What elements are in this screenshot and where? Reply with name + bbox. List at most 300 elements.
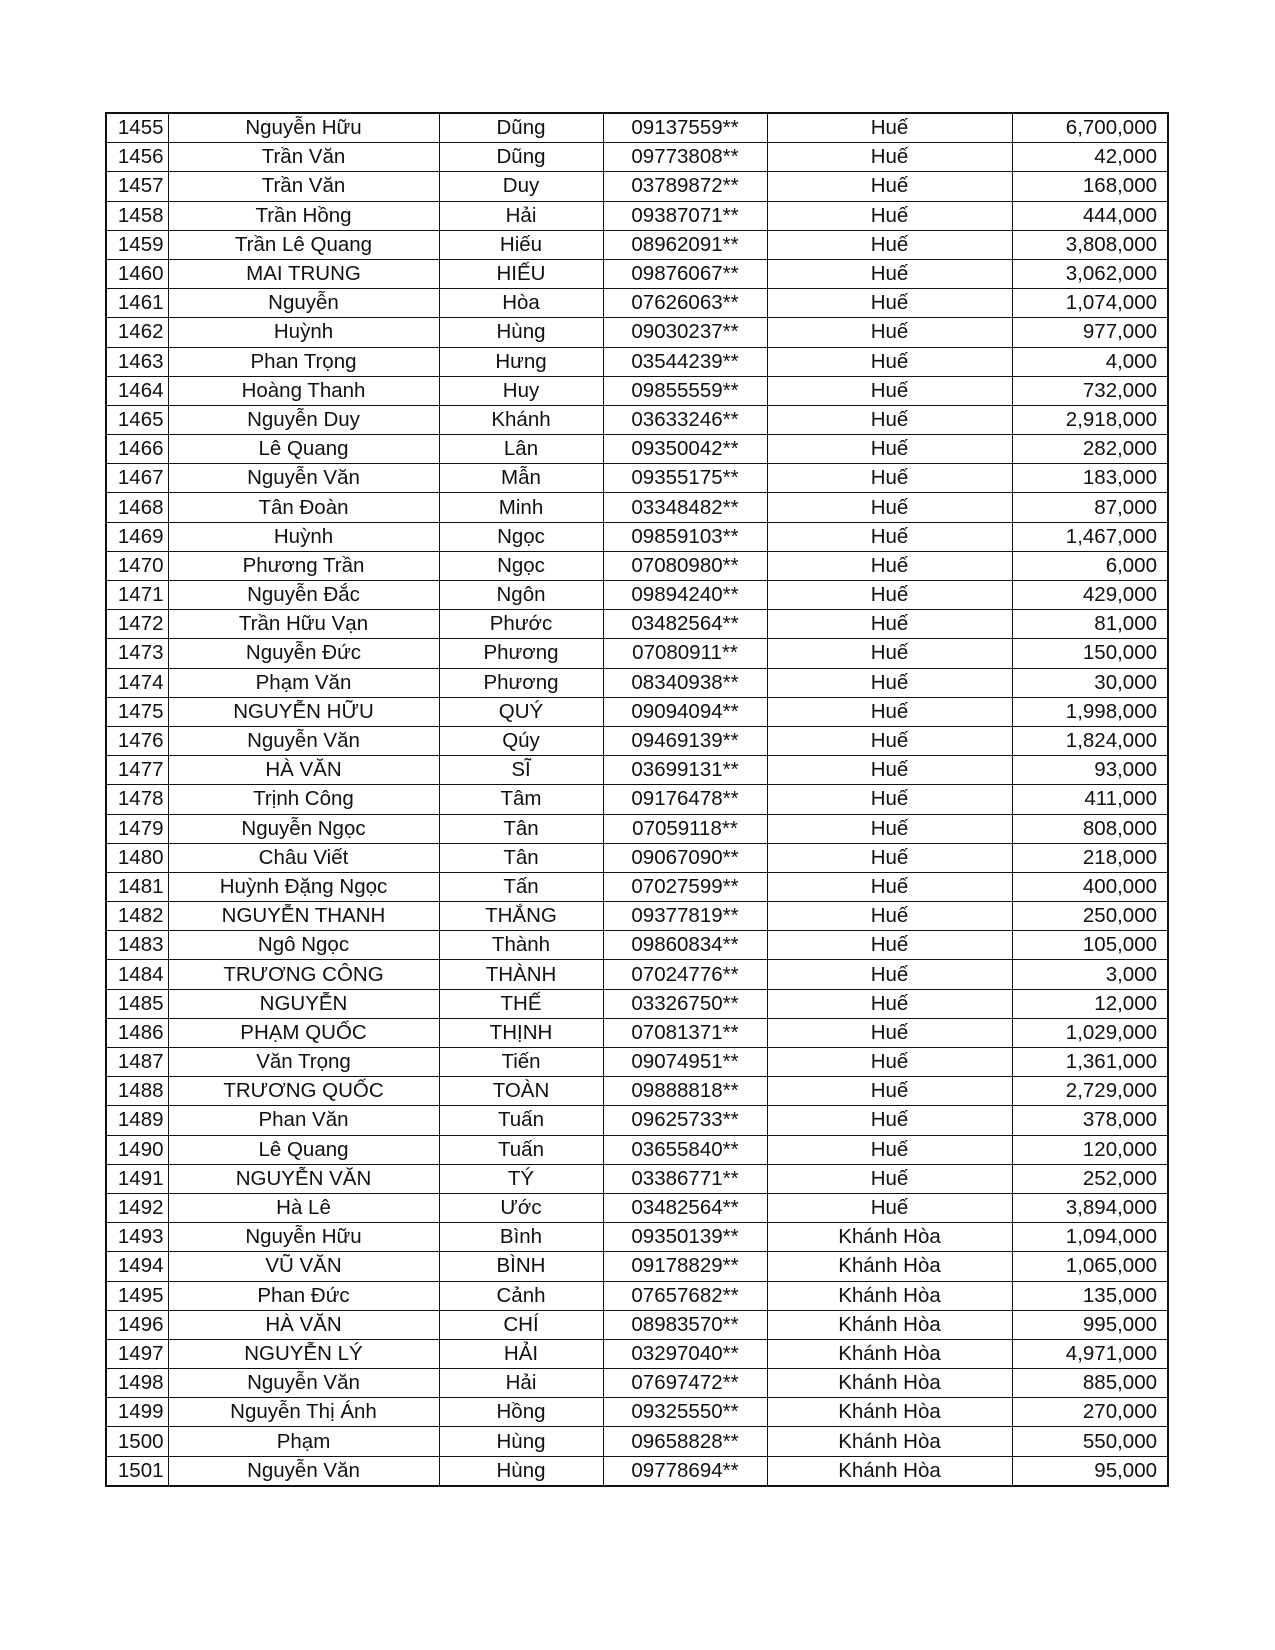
- province-cell: Huế: [767, 1106, 1012, 1135]
- row-number: 1459: [106, 230, 168, 259]
- province-cell: Huế: [767, 1193, 1012, 1222]
- province-cell: Huế: [767, 989, 1012, 1018]
- row-number: 1500: [106, 1427, 168, 1456]
- province-cell: Huế: [767, 435, 1012, 464]
- row-number: 1484: [106, 960, 168, 989]
- given-name-cell: Hồng: [439, 1398, 603, 1427]
- amount-cell: 977,000: [1012, 318, 1168, 347]
- phone-cell: 09176478**: [603, 785, 767, 814]
- table-row: [106, 1456, 1168, 1486]
- phone-cell: 09030237**: [603, 318, 767, 347]
- table-row: [106, 1281, 1168, 1310]
- given-name-cell: Hùng: [439, 1427, 603, 1456]
- province-cell: Khánh Hòa: [767, 1456, 1012, 1486]
- family-name-cell: TRƯƠNG QUỐC: [168, 1077, 439, 1106]
- given-name-cell: Tân: [439, 843, 603, 872]
- table-row: [106, 610, 1168, 639]
- given-name-cell: Ngôn: [439, 581, 603, 610]
- amount-cell: 1,467,000: [1012, 522, 1168, 551]
- table-row: [106, 1223, 1168, 1252]
- row-number: 1487: [106, 1048, 168, 1077]
- table-row: [106, 1077, 1168, 1106]
- province-cell: Huế: [767, 143, 1012, 172]
- given-name-cell: THÀNH: [439, 960, 603, 989]
- row-number: 1470: [106, 551, 168, 580]
- province-cell: Huế: [767, 756, 1012, 785]
- amount-cell: 4,971,000: [1012, 1339, 1168, 1368]
- province-cell: Huế: [767, 113, 1012, 143]
- amount-cell: 282,000: [1012, 435, 1168, 464]
- province-cell: Huế: [767, 347, 1012, 376]
- amount-cell: 6,700,000: [1012, 113, 1168, 143]
- amount-cell: 1,824,000: [1012, 726, 1168, 755]
- amount-cell: 270,000: [1012, 1398, 1168, 1427]
- row-number: 1469: [106, 522, 168, 551]
- phone-cell: 08340938**: [603, 668, 767, 697]
- family-name-cell: Nguyễn: [168, 289, 439, 318]
- table-row: [106, 581, 1168, 610]
- table-row: [106, 289, 1168, 318]
- province-cell: Khánh Hòa: [767, 1398, 1012, 1427]
- table-row: [106, 464, 1168, 493]
- phone-cell: 09350139**: [603, 1223, 767, 1252]
- data-table: [105, 112, 1169, 1487]
- given-name-cell: HIẾU: [439, 259, 603, 288]
- phone-cell: 09094094**: [603, 697, 767, 726]
- family-name-cell: Nguyễn Ngọc: [168, 814, 439, 843]
- province-cell: Huế: [767, 668, 1012, 697]
- table-row: [106, 785, 1168, 814]
- province-cell: Huế: [767, 1135, 1012, 1164]
- given-name-cell: Ngọc: [439, 551, 603, 580]
- province-cell: Huế: [767, 376, 1012, 405]
- province-cell: Khánh Hòa: [767, 1252, 1012, 1281]
- table-row: [106, 1048, 1168, 1077]
- row-number: 1456: [106, 143, 168, 172]
- family-name-cell: NGUYỄN VĂN: [168, 1164, 439, 1193]
- row-number: 1455: [106, 113, 168, 143]
- given-name-cell: Phước: [439, 610, 603, 639]
- given-name-cell: CHÍ: [439, 1310, 603, 1339]
- table-row: [106, 1193, 1168, 1222]
- row-number: 1492: [106, 1193, 168, 1222]
- phone-cell: 09067090**: [603, 843, 767, 872]
- amount-cell: 105,000: [1012, 931, 1168, 960]
- given-name-cell: THẾ: [439, 989, 603, 1018]
- amount-cell: 12,000: [1012, 989, 1168, 1018]
- table-row: [106, 259, 1168, 288]
- given-name-cell: Phương: [439, 668, 603, 697]
- family-name-cell: Trần Văn: [168, 172, 439, 201]
- amount-cell: 3,894,000: [1012, 1193, 1168, 1222]
- phone-cell: 09074951**: [603, 1048, 767, 1077]
- phone-cell: 09350042**: [603, 435, 767, 464]
- table-row: [106, 522, 1168, 551]
- province-cell: Huế: [767, 697, 1012, 726]
- given-name-cell: Hùng: [439, 1456, 603, 1486]
- given-name-cell: THẮNG: [439, 902, 603, 931]
- family-name-cell: Nguyễn Đức: [168, 639, 439, 668]
- row-number: 1496: [106, 1310, 168, 1339]
- phone-cell: 09377819**: [603, 902, 767, 931]
- amount-cell: 1,065,000: [1012, 1252, 1168, 1281]
- phone-cell: 03633246**: [603, 405, 767, 434]
- given-name-cell: Hưng: [439, 347, 603, 376]
- family-name-cell: Huỳnh: [168, 318, 439, 347]
- table-row: [106, 668, 1168, 697]
- given-name-cell: BÌNH: [439, 1252, 603, 1281]
- table-row: [106, 405, 1168, 434]
- phone-cell: 08983570**: [603, 1310, 767, 1339]
- phone-cell: 09325550**: [603, 1398, 767, 1427]
- family-name-cell: Tân Đoàn: [168, 493, 439, 522]
- given-name-cell: Mẫn: [439, 464, 603, 493]
- row-number: 1475: [106, 697, 168, 726]
- family-name-cell: Nguyễn Hữu: [168, 1223, 439, 1252]
- family-name-cell: Phương Trần: [168, 551, 439, 580]
- province-cell: Huế: [767, 726, 1012, 755]
- table-row: [106, 1106, 1168, 1135]
- family-name-cell: NGUYỄN LÝ: [168, 1339, 439, 1368]
- amount-cell: 1,094,000: [1012, 1223, 1168, 1252]
- row-number: 1490: [106, 1135, 168, 1164]
- amount-cell: 1,029,000: [1012, 1018, 1168, 1047]
- row-number: 1458: [106, 201, 168, 230]
- province-cell: Khánh Hòa: [767, 1223, 1012, 1252]
- given-name-cell: Tiến: [439, 1048, 603, 1077]
- amount-cell: 42,000: [1012, 143, 1168, 172]
- amount-cell: 429,000: [1012, 581, 1168, 610]
- table-row: [106, 201, 1168, 230]
- given-name-cell: Tuấn: [439, 1106, 603, 1135]
- table-row: [106, 551, 1168, 580]
- row-number: 1467: [106, 464, 168, 493]
- family-name-cell: Lê Quang: [168, 1135, 439, 1164]
- family-name-cell: HÀ VĂN: [168, 1310, 439, 1339]
- phone-cell: 09773808**: [603, 143, 767, 172]
- amount-cell: 93,000: [1012, 756, 1168, 785]
- phone-cell: 09888818**: [603, 1077, 767, 1106]
- row-number: 1491: [106, 1164, 168, 1193]
- family-name-cell: Nguyễn Văn: [168, 726, 439, 755]
- province-cell: Huế: [767, 843, 1012, 872]
- family-name-cell: Trần Văn: [168, 143, 439, 172]
- row-number: 1501: [106, 1456, 168, 1486]
- amount-cell: 120,000: [1012, 1135, 1168, 1164]
- province-cell: Huế: [767, 230, 1012, 259]
- amount-cell: 95,000: [1012, 1456, 1168, 1486]
- row-number: 1488: [106, 1077, 168, 1106]
- family-name-cell: Ngô Ngọc: [168, 931, 439, 960]
- table-row: [106, 113, 1168, 143]
- row-number: 1494: [106, 1252, 168, 1281]
- table-row: [106, 1164, 1168, 1193]
- given-name-cell: Duy: [439, 172, 603, 201]
- province-cell: Huế: [767, 581, 1012, 610]
- province-cell: Huế: [767, 902, 1012, 931]
- phone-cell: 07080911**: [603, 639, 767, 668]
- province-cell: Huế: [767, 201, 1012, 230]
- phone-cell: 03482564**: [603, 1193, 767, 1222]
- given-name-cell: QUÝ: [439, 697, 603, 726]
- amount-cell: 1,361,000: [1012, 1048, 1168, 1077]
- row-number: 1489: [106, 1106, 168, 1135]
- given-name-cell: Thành: [439, 931, 603, 960]
- province-cell: Huế: [767, 405, 1012, 434]
- table-row: [106, 1135, 1168, 1164]
- amount-cell: 87,000: [1012, 493, 1168, 522]
- province-cell: Huế: [767, 872, 1012, 901]
- phone-cell: 09894240**: [603, 581, 767, 610]
- table-row: [106, 756, 1168, 785]
- amount-cell: 4,000: [1012, 347, 1168, 376]
- phone-cell: 09860834**: [603, 931, 767, 960]
- province-cell: Khánh Hòa: [767, 1369, 1012, 1398]
- family-name-cell: Châu Viết: [168, 843, 439, 872]
- phone-cell: 09387071**: [603, 201, 767, 230]
- province-cell: Huế: [767, 259, 1012, 288]
- phone-cell: 03326750**: [603, 989, 767, 1018]
- province-cell: Huế: [767, 1164, 1012, 1193]
- given-name-cell: Khánh: [439, 405, 603, 434]
- family-name-cell: Phan Trọng: [168, 347, 439, 376]
- row-number: 1463: [106, 347, 168, 376]
- province-cell: Khánh Hòa: [767, 1339, 1012, 1368]
- table-row: [106, 872, 1168, 901]
- province-cell: Huế: [767, 785, 1012, 814]
- phone-cell: 09355175**: [603, 464, 767, 493]
- phone-cell: 09859103**: [603, 522, 767, 551]
- phone-cell: 09625733**: [603, 1106, 767, 1135]
- row-number: 1478: [106, 785, 168, 814]
- phone-cell: 07080980**: [603, 551, 767, 580]
- family-name-cell: Nguyễn Đắc: [168, 581, 439, 610]
- family-name-cell: Nguyễn Duy: [168, 405, 439, 434]
- amount-cell: 150,000: [1012, 639, 1168, 668]
- given-name-cell: Tân: [439, 814, 603, 843]
- row-number: 1486: [106, 1018, 168, 1047]
- phone-cell: 07027599**: [603, 872, 767, 901]
- table-row: [106, 1369, 1168, 1398]
- amount-cell: 81,000: [1012, 610, 1168, 639]
- row-number: 1495: [106, 1281, 168, 1310]
- phone-cell: 03655840**: [603, 1135, 767, 1164]
- row-number: 1497: [106, 1339, 168, 1368]
- amount-cell: 2,918,000: [1012, 405, 1168, 434]
- province-cell: Huế: [767, 172, 1012, 201]
- amount-cell: 183,000: [1012, 464, 1168, 493]
- row-number: 1464: [106, 376, 168, 405]
- family-name-cell: Hà Lê: [168, 1193, 439, 1222]
- row-number: 1493: [106, 1223, 168, 1252]
- province-cell: Huế: [767, 931, 1012, 960]
- province-cell: Huế: [767, 493, 1012, 522]
- table-row: [106, 1339, 1168, 1368]
- table-row: [106, 230, 1168, 259]
- row-number: 1457: [106, 172, 168, 201]
- amount-cell: 168,000: [1012, 172, 1168, 201]
- phone-cell: 03789872**: [603, 172, 767, 201]
- phone-cell: 03297040**: [603, 1339, 767, 1368]
- given-name-cell: Cảnh: [439, 1281, 603, 1310]
- given-name-cell: Tâm: [439, 785, 603, 814]
- table-row: [106, 318, 1168, 347]
- phone-cell: 07081371**: [603, 1018, 767, 1047]
- given-name-cell: Lân: [439, 435, 603, 464]
- phone-cell: 07024776**: [603, 960, 767, 989]
- phone-cell: 09178829**: [603, 1252, 767, 1281]
- table-row: [106, 1252, 1168, 1281]
- amount-cell: 6,000: [1012, 551, 1168, 580]
- given-name-cell: Ước: [439, 1193, 603, 1222]
- amount-cell: 1,998,000: [1012, 697, 1168, 726]
- given-name-cell: Tấn: [439, 872, 603, 901]
- table-row: [106, 376, 1168, 405]
- given-name-cell: Dũng: [439, 113, 603, 143]
- table-row: [106, 639, 1168, 668]
- row-number: 1473: [106, 639, 168, 668]
- amount-cell: 3,000: [1012, 960, 1168, 989]
- province-cell: Khánh Hòa: [767, 1427, 1012, 1456]
- row-number: 1466: [106, 435, 168, 464]
- given-name-cell: Hòa: [439, 289, 603, 318]
- given-name-cell: Tuấn: [439, 1135, 603, 1164]
- family-name-cell: NGUYỄN THANH: [168, 902, 439, 931]
- row-number: 1499: [106, 1398, 168, 1427]
- phone-cell: 03544239**: [603, 347, 767, 376]
- family-name-cell: NGUYỄN: [168, 989, 439, 1018]
- phone-cell: 03386771**: [603, 1164, 767, 1193]
- row-number: 1471: [106, 581, 168, 610]
- given-name-cell: Hiếu: [439, 230, 603, 259]
- amount-cell: 30,000: [1012, 668, 1168, 697]
- family-name-cell: PHẠM QUỐC: [168, 1018, 439, 1047]
- amount-cell: 444,000: [1012, 201, 1168, 230]
- table-row: [106, 1398, 1168, 1427]
- phone-cell: 07657682**: [603, 1281, 767, 1310]
- table-row: [106, 931, 1168, 960]
- family-name-cell: NGUYỄN HỮU: [168, 697, 439, 726]
- given-name-cell: Minh: [439, 493, 603, 522]
- row-number: 1476: [106, 726, 168, 755]
- amount-cell: 1,074,000: [1012, 289, 1168, 318]
- province-cell: Khánh Hòa: [767, 1310, 1012, 1339]
- given-name-cell: Dũng: [439, 143, 603, 172]
- row-number: 1462: [106, 318, 168, 347]
- family-name-cell: Huỳnh Đặng Ngọc: [168, 872, 439, 901]
- table-body: [106, 113, 1168, 1486]
- table-row: [106, 435, 1168, 464]
- province-cell: Huế: [767, 1077, 1012, 1106]
- given-name-cell: HẢI: [439, 1339, 603, 1368]
- family-name-cell: HÀ VĂN: [168, 756, 439, 785]
- table-row: [106, 493, 1168, 522]
- given-name-cell: Bình: [439, 1223, 603, 1252]
- family-name-cell: Trần Hồng: [168, 201, 439, 230]
- province-cell: Huế: [767, 318, 1012, 347]
- phone-cell: 09876067**: [603, 259, 767, 288]
- given-name-cell: TÝ: [439, 1164, 603, 1193]
- given-name-cell: Hải: [439, 201, 603, 230]
- family-name-cell: Phạm Văn: [168, 668, 439, 697]
- table-row: [106, 960, 1168, 989]
- province-cell: Huế: [767, 814, 1012, 843]
- row-number: 1461: [106, 289, 168, 318]
- phone-cell: 03482564**: [603, 610, 767, 639]
- province-cell: Huế: [767, 960, 1012, 989]
- province-cell: Huế: [767, 639, 1012, 668]
- row-number: 1479: [106, 814, 168, 843]
- phone-cell: 09469139**: [603, 726, 767, 755]
- phone-cell: 07626063**: [603, 289, 767, 318]
- phone-cell: 07697472**: [603, 1369, 767, 1398]
- family-name-cell: Nguyễn Văn: [168, 1456, 439, 1486]
- row-number: 1472: [106, 610, 168, 639]
- family-name-cell: Trịnh Công: [168, 785, 439, 814]
- family-name-cell: Nguyễn Văn: [168, 1369, 439, 1398]
- province-cell: Huế: [767, 289, 1012, 318]
- amount-cell: 252,000: [1012, 1164, 1168, 1193]
- province-cell: Huế: [767, 1018, 1012, 1047]
- amount-cell: 411,000: [1012, 785, 1168, 814]
- given-name-cell: Qúy: [439, 726, 603, 755]
- province-cell: Huế: [767, 1048, 1012, 1077]
- phone-cell: 09855559**: [603, 376, 767, 405]
- row-number: 1482: [106, 902, 168, 931]
- table-row: [106, 989, 1168, 1018]
- amount-cell: 218,000: [1012, 843, 1168, 872]
- row-number: 1460: [106, 259, 168, 288]
- phone-cell: 09658828**: [603, 1427, 767, 1456]
- amount-cell: 3,808,000: [1012, 230, 1168, 259]
- row-number: 1480: [106, 843, 168, 872]
- amount-cell: 250,000: [1012, 902, 1168, 931]
- table-row: [106, 726, 1168, 755]
- table-row: [106, 902, 1168, 931]
- family-name-cell: MAI TRUNG: [168, 259, 439, 288]
- amount-cell: 995,000: [1012, 1310, 1168, 1339]
- amount-cell: 378,000: [1012, 1106, 1168, 1135]
- amount-cell: 550,000: [1012, 1427, 1168, 1456]
- given-name-cell: SĨ: [439, 756, 603, 785]
- given-name-cell: Huy: [439, 376, 603, 405]
- family-name-cell: Nguyễn Thị Ánh: [168, 1398, 439, 1427]
- family-name-cell: Nguyễn Hữu: [168, 113, 439, 143]
- given-name-cell: Phương: [439, 639, 603, 668]
- given-name-cell: Ngọc: [439, 522, 603, 551]
- phone-cell: 07059118**: [603, 814, 767, 843]
- table-row: [106, 1427, 1168, 1456]
- row-number: 1485: [106, 989, 168, 1018]
- table-row: [106, 143, 1168, 172]
- amount-cell: 400,000: [1012, 872, 1168, 901]
- family-name-cell: TRƯƠNG CÔNG: [168, 960, 439, 989]
- row-number: 1474: [106, 668, 168, 697]
- row-number: 1498: [106, 1369, 168, 1398]
- province-cell: Huế: [767, 551, 1012, 580]
- table-row: [106, 1018, 1168, 1047]
- row-number: 1483: [106, 931, 168, 960]
- amount-cell: 885,000: [1012, 1369, 1168, 1398]
- amount-cell: 3,062,000: [1012, 259, 1168, 288]
- amount-cell: 135,000: [1012, 1281, 1168, 1310]
- phone-cell: 03699131**: [603, 756, 767, 785]
- row-number: 1468: [106, 493, 168, 522]
- family-name-cell: Phạm: [168, 1427, 439, 1456]
- given-name-cell: Hùng: [439, 318, 603, 347]
- row-number: 1477: [106, 756, 168, 785]
- province-cell: Huế: [767, 464, 1012, 493]
